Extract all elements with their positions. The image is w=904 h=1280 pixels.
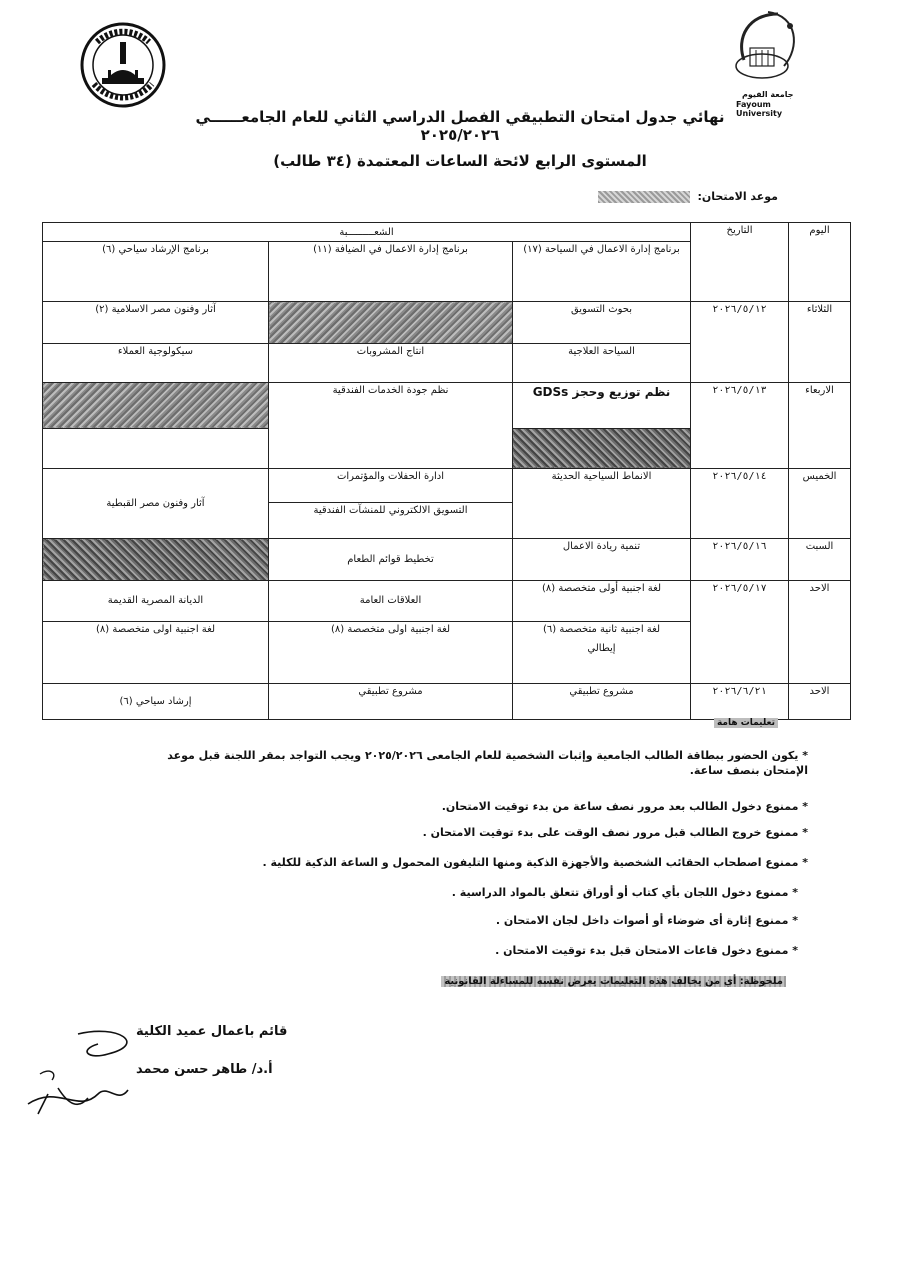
table-row bbox=[43, 581, 851, 621]
day-cell: الخميس bbox=[789, 468, 851, 538]
day-cell: الاربعاء bbox=[789, 382, 851, 468]
course-cell: نظم جودة الخدمات الفندقية bbox=[269, 382, 513, 468]
course-cell: تنمية ريادة الاعمال bbox=[513, 539, 691, 581]
day-cell: الاحد bbox=[789, 683, 851, 719]
university-name-ar: جامعة الفيوم bbox=[742, 90, 794, 99]
university-name-en: Fayoum University bbox=[736, 100, 783, 118]
date-cell: ٢٠٢٦/٥/١٤ bbox=[691, 468, 789, 538]
date-cell: ٢٠٢٦/٥/١٣ bbox=[691, 382, 789, 468]
signatory-name: أ.د/ طاهر حسن محمد bbox=[136, 1062, 273, 1077]
faculty-seal-icon bbox=[80, 22, 166, 108]
exam-date-label bbox=[598, 190, 778, 203]
day-cell: الثلاثاء bbox=[789, 302, 851, 382]
course-language: إيطالي bbox=[587, 642, 616, 654]
note-item: * ممنوع دخول الطالب بعد مرور نصف ساعة من بدء توقيت الامتحان. bbox=[441, 800, 808, 813]
redacted-cell bbox=[269, 302, 513, 344]
note-item: * ممنوع اصطحاب الحقائب الشخصية والأجهزة الذكية ومنها التليفون المحمول و الساعة الذكية للكلية . bbox=[262, 856, 808, 869]
course-cell: تخطيط قوائم الطعام bbox=[269, 539, 513, 581]
schedule-subtitle: المستوى الرابع لائحة الساعات المعتمدة (٣٤ طالب) bbox=[273, 152, 647, 170]
date-cell: ٢٠٢٦/٥/١٦ bbox=[691, 539, 789, 581]
date-cell: ٢٠٢٦/٦/٢١ bbox=[691, 683, 789, 719]
legal-warning: ملحوظة: أي من يخالف هذه التعليمات يعرض نفسه للمساءلة القانونية bbox=[441, 976, 786, 987]
table-row bbox=[43, 302, 851, 344]
course-cell: العلاقات العامة bbox=[269, 581, 513, 621]
exam-date-text: موعد الامتحان: bbox=[697, 190, 778, 203]
notes-label: تعليمات هامة bbox=[714, 718, 778, 728]
course-cell: انتاج المشروبات bbox=[269, 344, 513, 382]
table-row bbox=[43, 468, 851, 502]
course-cell bbox=[513, 621, 691, 683]
table-row bbox=[43, 539, 851, 581]
course-cell: لغة اجنبية اولى متخصصة (٨) bbox=[269, 621, 513, 683]
fayoum-university-logo bbox=[718, 8, 808, 118]
course-cell: لغة اجنبية اولى متخصصة (٨) bbox=[43, 621, 269, 683]
col-header-hospitality: برنامج إدارة الاعمال في الضيافة (١١) bbox=[269, 242, 513, 302]
course-cell: التسويق الالكتروني للمنشآت الفندقية bbox=[269, 503, 513, 539]
course-cell: مشروع تطبيقي bbox=[269, 683, 513, 719]
signatory-title: قائم باعمال عميد الكلية bbox=[136, 1024, 288, 1039]
schedule-title: نهائي جدول امتحان التطبيقي الفصل الدراسي الثاني للعام الجامعــــــي ٢٠٢٥/٢٠٢٦ bbox=[195, 108, 725, 144]
course-name: لغة اجنبية ثانية متخصصة (٦) bbox=[542, 623, 661, 635]
table-row bbox=[43, 683, 851, 719]
note-item: * ممنوع دخول اللجان بأي كتاب أو أوراق تتعلق بالمواد الدراسية . bbox=[451, 886, 798, 899]
exam-schedule-table bbox=[42, 222, 851, 720]
course-cell: الديانة المصرية القديمة bbox=[43, 581, 269, 621]
course-cell: نظم توزيع وحجز GDSs bbox=[513, 382, 691, 428]
col-header-day: اليوم bbox=[789, 223, 851, 302]
table-row bbox=[43, 382, 851, 428]
course-cell: مشروع تطبيقي bbox=[513, 683, 691, 719]
course-cell: بحوث التسويق bbox=[513, 302, 691, 344]
course-cell: لغة اجنبية أولى متخصصة (٨) bbox=[513, 581, 691, 621]
date-cell: ٢٠٢٦/٥/١٧ bbox=[691, 581, 789, 683]
date-cell: ٢٠٢٦/٥/١٢ bbox=[691, 302, 789, 382]
day-cell: السبت bbox=[789, 539, 851, 581]
col-header-group: الشعـــــــــبة bbox=[43, 223, 691, 242]
note-item: * ممنوع دخول قاعات الامتحان قبل بدء توقيت الامتحان . bbox=[495, 944, 798, 957]
handwritten-signature-icon bbox=[18, 1024, 168, 1124]
note-item: * ممنوع إثارة أى ضوضاء أو أصوات داخل لجان الامتحان . bbox=[495, 914, 798, 927]
note-item: * ممنوع خروج الطالب قبل مرور نصف الوقت على بدء توقيت الامتحان . bbox=[422, 826, 808, 839]
course-cell: السياحة العلاجية bbox=[513, 344, 691, 382]
course-cell: إرشاد سياحي (٦) bbox=[43, 683, 269, 719]
course-cell: سيكولوجية العملاء bbox=[43, 344, 269, 382]
course-cell bbox=[43, 428, 269, 468]
course-cell: الانماط السياحية الحديثة bbox=[513, 468, 691, 538]
redacted-cell bbox=[513, 428, 691, 468]
faculty-seal-logo bbox=[80, 22, 166, 108]
course-cell: آثار وفنون مصر الاسلامية (٢) bbox=[43, 302, 269, 344]
course-cell: آثار وفنون مصر القبطية bbox=[43, 468, 269, 538]
university-emblem-icon bbox=[718, 8, 808, 90]
course-cell: ادارة الحفلات والمؤتمرات bbox=[269, 468, 513, 502]
col-header-date: التاريخ bbox=[691, 223, 789, 302]
day-cell: الاحد bbox=[789, 581, 851, 683]
redacted-cell bbox=[43, 539, 269, 581]
col-header-tourism: برنامج إدارة الاعمال في السياحة (١٧) bbox=[513, 242, 691, 302]
redacted-time bbox=[598, 191, 690, 203]
redacted-cell bbox=[43, 382, 269, 428]
note-item: * يكون الحضور ببطاقة الطالب الجامعية وإثبات الشخصية للعام الجامعى ٢٠٢٥/٢٠٢٦ ويجب التواجد بمقر اللجنة قبل موعد الإمتحان بنصف ساعة. bbox=[167, 749, 808, 777]
col-header-guidance: برنامج الإرشاد سياحي (٦) bbox=[43, 242, 269, 302]
